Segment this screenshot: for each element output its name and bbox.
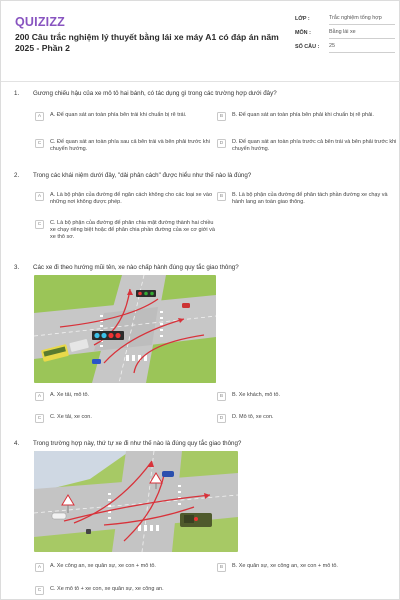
question-number: 4.: [14, 440, 20, 447]
option-d[interactable]: [217, 139, 397, 153]
intersection-illustration-q4: [34, 451, 238, 552]
meta-value: 25: [329, 43, 395, 53]
option-letter-box: C: [35, 586, 44, 595]
meta-panel: [295, 15, 395, 57]
meta-row-count: [295, 43, 395, 53]
traffic-scene-image: [34, 451, 238, 552]
option-letter-box: A: [35, 192, 44, 201]
header-divider: [1, 81, 400, 82]
option-text: C. Là bộ phận của đường để phân chia mặt đường thành hai chiều xe chạy riêng biệt hoặc để phân chia phần đường của xe cơ giới và xe thô sơ.: [50, 220, 215, 241]
intersection-illustration-q3: [34, 275, 216, 383]
option-text: D. Để quan sát an toàn phía trước cả bên trái và bên phải trước khi chuyển hướng.: [232, 139, 397, 153]
option-a[interactable]: [35, 563, 215, 572]
option-text: A. Xe công an, xe quân sự, xe con + mô tô.: [50, 563, 156, 569]
meta-row-class: [295, 15, 395, 25]
option-letter-box: C: [35, 139, 44, 148]
option-letter-box: A: [35, 392, 44, 401]
option-letter-box: A: [35, 112, 44, 121]
option-a[interactable]: [35, 112, 215, 121]
question-text: Trong các khái niệm dưới đây, "dải phân cách" được hiểu như thế nào là đúng?: [33, 172, 252, 179]
option-b[interactable]: [217, 192, 397, 206]
option-b[interactable]: [217, 563, 397, 572]
option-letter-box: B: [217, 192, 226, 201]
option-text: A. Để quan sát an toàn phía bên trái khi chuẩn bị rẽ trái.: [50, 112, 187, 118]
question-text: Trong trường hợp này, thứ tự xe đi như thế nào là đúng quy tắc giao thông?: [33, 440, 242, 447]
question-number: 1.: [14, 90, 20, 97]
option-letter-box: C: [35, 414, 44, 423]
document-title: 200 Câu trắc nghiệm lý thuyết bằng lái xe máy A1 có đáp án năm 2025 - Phần 2: [15, 32, 279, 53]
question-text: Các xe đi theo hướng mũi tên, xe nào chấp hành đúng quy tắc giao thông?: [33, 264, 239, 271]
question-number: 3.: [14, 264, 20, 271]
option-text: B. Là bộ phận của đường để phân tách phần đường xe chạy và hành lang an toàn giao thông.: [232, 192, 388, 206]
traffic-scene-image: [34, 275, 216, 383]
option-c[interactable]: [35, 414, 215, 423]
option-c[interactable]: [35, 220, 215, 242]
option-a[interactable]: [35, 392, 215, 401]
question-number: 2.: [14, 172, 20, 179]
option-d[interactable]: [217, 414, 397, 423]
option-letter-box: B: [217, 112, 226, 121]
header: [1, 1, 400, 79]
meta-value: Bằng lái xe: [329, 29, 395, 39]
option-text: D. Mô tô, xe con.: [232, 414, 274, 420]
option-c[interactable]: [35, 586, 235, 595]
option-letter-box: A: [35, 563, 44, 572]
option-text: C. Để quan sát an toàn phía sau cả bên trái và bên phải trước khi chuyển hướng.: [50, 139, 210, 153]
option-text: C. Xe mô tô + xe con, xe quân sự, xe công an.: [50, 586, 164, 592]
question-text: Gương chiếu hậu của xe mô tô hai bánh, có tác dụng gì trong các trường hợp dưới đây?: [33, 90, 277, 97]
option-text: B. Xe khách, mô tô.: [232, 392, 280, 398]
option-b[interactable]: [217, 112, 397, 121]
meta-value: Trắc nghiệm tổng hợp: [329, 15, 395, 25]
option-a[interactable]: [35, 192, 215, 206]
option-text: B. Để quan sát an toàn phía bên phải khi chuẩn bị rẽ phải.: [232, 112, 374, 118]
meta-key: SỐ CÂU :: [295, 44, 320, 50]
meta-row-subject: [295, 29, 395, 39]
option-letter-box: C: [35, 220, 44, 229]
meta-key: LỚP :: [295, 16, 310, 22]
option-letter-box: B: [217, 563, 226, 572]
quizizz-logo: QUIZIZZ: [15, 15, 66, 29]
option-text: C. Xe tải, xe con.: [50, 414, 92, 420]
option-b[interactable]: [217, 392, 397, 401]
option-text: A. Xe tải, mô tô.: [50, 392, 90, 398]
option-c[interactable]: [35, 139, 215, 153]
option-text: B. Xe quân sự, xe công an, xe con + mô tô.: [232, 563, 338, 569]
meta-key: MÔN :: [295, 30, 311, 36]
option-letter-box: D: [217, 139, 226, 148]
option-text: A. Là bộ phận của đường để ngăn cách không cho các loại xe vào những nơi không được phép.: [50, 192, 213, 206]
option-letter-box: B: [217, 392, 226, 401]
option-letter-box: D: [217, 414, 226, 423]
